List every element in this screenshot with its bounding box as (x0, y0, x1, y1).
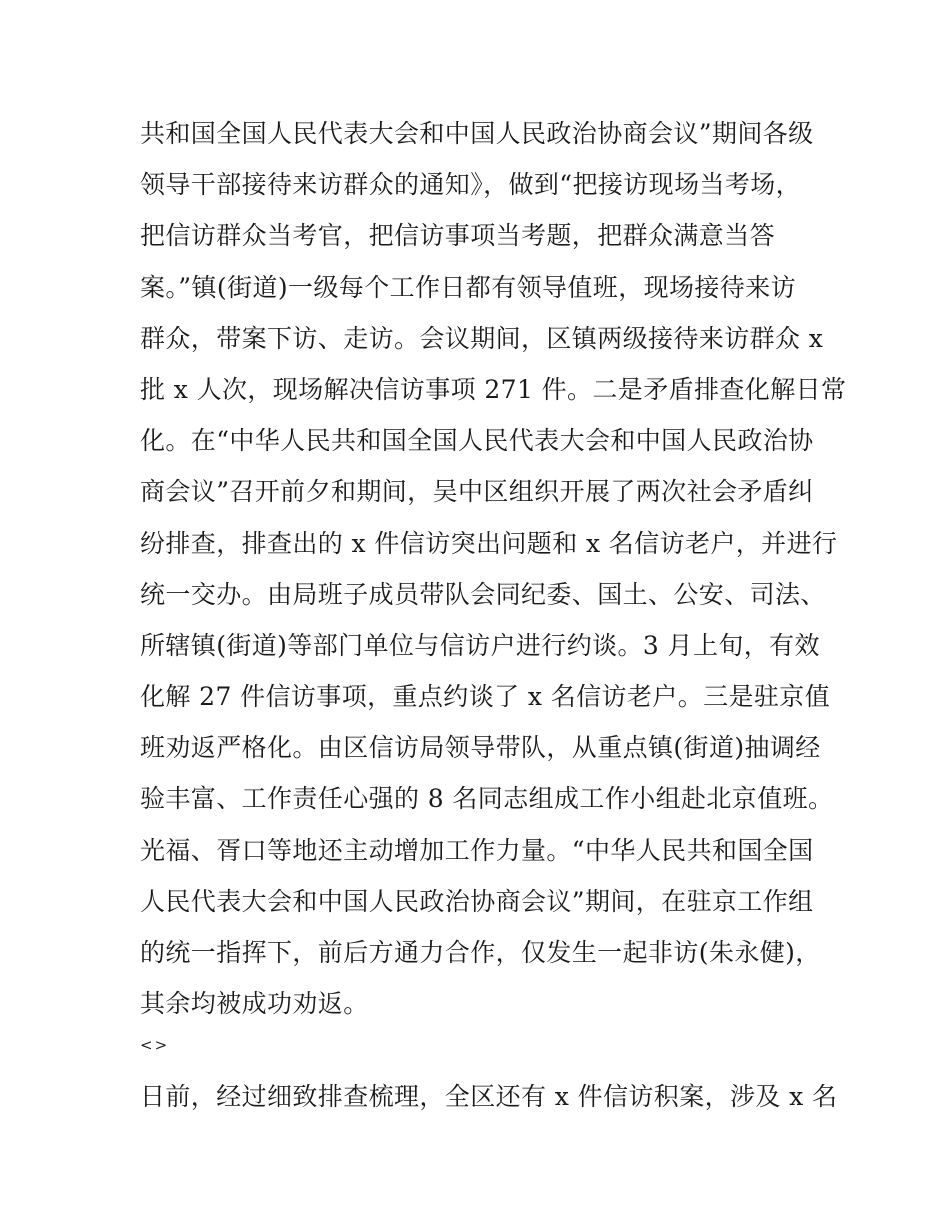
text-line: 班劝返严格化。由区信访局领导带队，从重点镇(街道)抽调经 (140, 733, 821, 763)
text-line: 统一交办。由局班子成员带队会同纪委、国土、公安、司法、 (140, 579, 826, 609)
text-line: 所辖镇(街道)等部门单位与信访户进行约谈。3 月上旬，有效 (140, 630, 820, 660)
text-line: 光福、胥口等地还主动增加工作力量。“中华人民共和国全国 (140, 835, 814, 865)
section-marker: <> (140, 1036, 170, 1055)
text-line: 群众，带案下访、走访。会议期间，区镇两级接待来访群众 x (140, 323, 824, 353)
text-line: 化解 27 件信访事项，重点约谈了 x 名信访老户。三是驻京值 (140, 682, 831, 712)
text-line: 领导干部接待来访群众的通知》，做到“把接访现场当考场， (140, 170, 802, 200)
text-line: 人民代表大会和中国人民政治协商会议”期间，在驻京工作组 (140, 886, 814, 916)
text-line: 纷排查，排查出的 x 件信访突出问题和 x 名信访老户，并进行 (140, 528, 838, 558)
text-line: 验丰富、工作责任心强的 8 名同志组成工作小组赴北京值班。 (140, 784, 834, 814)
text-line: 批 x 人次，现场解决信访事项 271 件。二是矛盾排查化解日常 (140, 374, 847, 404)
text-line: 日前，经过细致排查梳理，全区还有 x 件信访积案，涉及 x 名 (140, 1082, 838, 1112)
text-line: 其余均被成功劝返。 (140, 989, 369, 1019)
text-line: 共和国全国人民代表大会和中国人民政治协商会议”期间各级 (140, 119, 814, 148)
text-line: 商会议”召开前夕和期间，吴中区组织开展了两次社会矛盾纠 (140, 477, 814, 507)
text-line: 把信访群众当考官，把信访事项当考题，把群众满意当答 (140, 221, 776, 251)
text-line: 的统一指挥下，前后方通力合作，仅发生一起非访(朱永健)， (140, 938, 821, 967)
document-body (140, 108, 847, 1123)
text-line: 化。在“中华人民共和国全国人民代表大会和中国人民政治协 (140, 426, 814, 456)
text-line: 案。”镇(街道)一级每个工作日都有领导值班，现场接待来访 (140, 272, 796, 302)
paragraph (140, 108, 847, 1029)
paragraph (140, 1071, 838, 1122)
